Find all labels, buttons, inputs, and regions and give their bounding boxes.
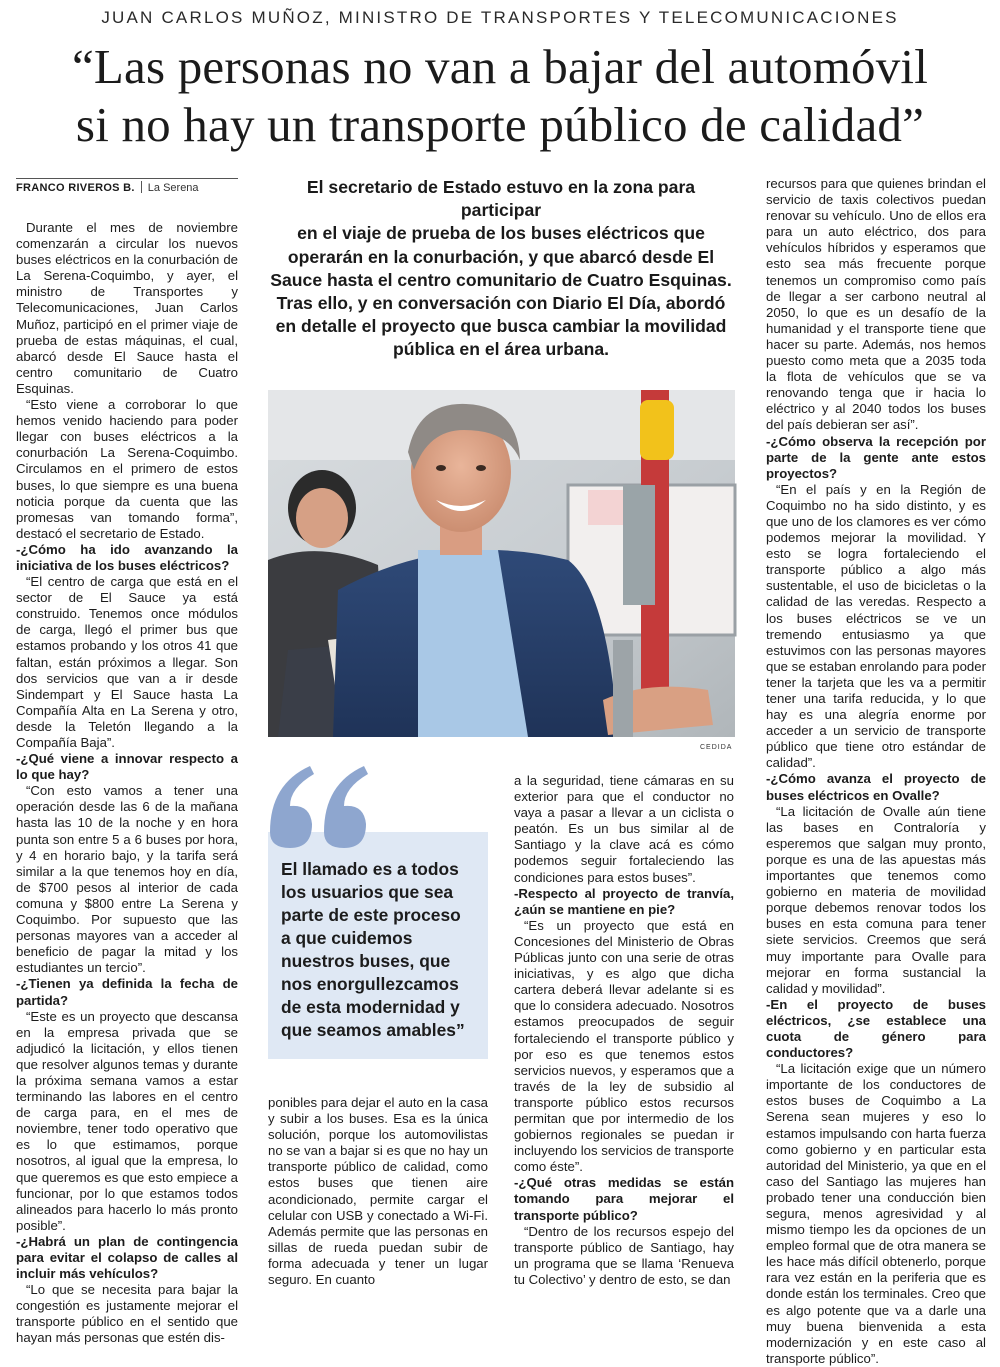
interview-question: -¿Qué otras medidas se están tomando para mejorar el transporte público? <box>514 1175 734 1223</box>
pullquote-line: nos enorgullezcamos <box>281 974 459 994</box>
pullquote-line: a que cuidemos <box>281 928 413 948</box>
pullquote-line: los usuarios que sea <box>281 882 454 902</box>
interview-question: -En el proyecto de buses eléctricos, ¿se establece una cuota de género para conductores? <box>766 996 986 1061</box>
body-paragraph: a la seguridad, tiene cámaras en su exterior para que el conductor no vaya a pasar a llevar a un ciclista o peatón. Es un bus similar al de Santiago y la clave acá es cómo podemos seguir fortaleciendo las condiciones para estos buses”. <box>514 773 734 885</box>
headline-line-2: si no hay un transporte público de calidad” <box>75 97 925 152</box>
body-paragraph: “Esto viene a corroborar lo que hemos venido haciendo para poder llegar con buses eléctricos a la conurbación La Serena-Coquimbo. Circulamos en el primero de estos buses, lo que siempre es una buena noticia porque da cuenta que las promesas van tomando forma”, destacó el secretario de Estado. <box>16 397 238 541</box>
article-column-1 <box>16 220 238 1347</box>
interview-question: -¿Cómo observa la recepción por parte de la gente ante estos proyectos? <box>766 433 986 481</box>
lead-line: pública en el área urbana. <box>392 339 610 360</box>
headline-line-1: “Las personas no van a bajar del automóvil <box>71 39 929 94</box>
byline-author: FRANCO RIVEROS B. <box>16 182 135 194</box>
body-paragraph: recursos para que quienes brindan el servicio de taxis colectivos puedan renovar su vehículo. Uno de ellos era para un auto eléctrico, dos para vehículos híbridos y esperamos que esto sea más frecuente porque tenemos un compromiso como país de llegar a ser carbono neutral al 2050, lo que es un desafío de la humanidad y el transporte tiene que hacer su parte. Además, nos hemos puesto como meta que a 2035 toda la flota de vehículos que se va renovando tenga que ir hacia lo eléctrico y al 2040 todos los buses del país debieran ser así”. <box>766 176 986 433</box>
interview-question: -Respecto al proyecto de tranvía, ¿aún se mantiene en pie? <box>514 885 734 917</box>
lead-paragraph <box>268 176 734 362</box>
lead-line: El secretario de Estado estuvo en la zona para participar <box>306 177 696 221</box>
interview-question: -¿Cómo ha ido avanzando la iniciativa de los buses eléctricos? <box>16 541 238 573</box>
body-paragraph: “En el país y en la Región de Coquimbo no ha sido distinto, y es que uno de los clamores es ver cómo podemos mejorar la movilidad. Y esto se logra fortaleciendo el transporte público a algo más sustentable, el uso de bicicletas o la calidad de las veredas. Respecto a los buses eléctricos se ve un tremendo entusiasmo ya que estuvimos con las personas mayores que se estaban enrolando para poder tener la tarjeta que les va a permitir tener una tarifa reducida, y lo que hay es una alegría enorme por acceder a un servicio de transporte público que tiene otro estándar de calidad”. <box>766 481 986 771</box>
pullquote <box>281 858 481 1042</box>
bus-interior-photo <box>268 390 735 737</box>
body-paragraph: ponibles para dejar el auto en la casa y subir a los buses. Esa es la única solución, porque los automovilistas no se van a bajar si es que no hay un transporte público de calidad, como estos buses que tienen aire acondicionado, permite cargar el celular con USB y conectado a Wi-Fi. Además permite que las personas en sillas de rueda puedan subir de forma adecuada y tener un lugar seguro. En cuanto <box>268 1095 488 1288</box>
kicker: JUAN CARLOS MUÑOZ, MINISTRO DE TRANSPORTES Y TELECOMUNICACIONES <box>101 8 899 27</box>
lead-line: Sauce hasta el centro comunitario de Cuatro Esquinas. <box>270 269 732 290</box>
lead-line: en detalle el proyecto que busca cambiar la movilidad <box>275 316 727 337</box>
interview-question: -¿Cómo avanza el proyecto de buses eléctricos en Ovalle? <box>766 771 986 803</box>
lead-line: operarán en la conurbación, y que abarcó desde El <box>287 246 715 267</box>
article-column-3 <box>514 773 734 1288</box>
interview-question: -¿Qué viene a innovar respecto a lo que hay? <box>16 751 238 783</box>
interview-question: -¿Habrá un plan de contingencia para evitar el colapso de calles al incluir más vehículos? <box>16 1233 238 1282</box>
pullquote-line: de esta modernidad y <box>281 997 460 1017</box>
photo-credit: CEDIDA <box>700 744 733 751</box>
pullquote-line: nuestros buses, que <box>281 951 451 971</box>
body-paragraph: “El centro de carga que está en el sector de El Sauce ya está construido. Tenemos once módulos de carga, llegó el primer bus que estamos probando y los otros 41 que faltan, están próximos a llegar. Son dos servicios que van a ir desde Sindempart y El Sauce hasta La Compañía Alta en La Serena y otro, desde la Teletón llegando a la Compañía Baja”. <box>16 574 238 750</box>
lead-line: Tras ello, y en conversación con Diario El Día, abordó <box>276 293 726 314</box>
headline <box>0 38 1000 154</box>
byline <box>16 178 238 198</box>
body-paragraph: “Con esto vamos a tener una operación desde las 6 de la mañana hasta las 10 de la noche y en hora punta son entre 5 a 6 buses por hora, y 4 en horario bajo, y la tarifa será similar a la que tenemos hoy en día, de $700 pesos al interior de cada comuna y $800 entre La Serena y Coquimbo. Por supuesto que las personas mayores van a acceder al beneficio de pagar la mitad y los estudiantes un tercio”. <box>16 783 238 976</box>
byline-location: La Serena <box>147 182 199 194</box>
lead-line: en el viaje de prueba de los buses eléctricos que <box>297 223 705 244</box>
article-column-4 <box>766 176 986 1367</box>
byline-divider <box>141 181 142 193</box>
pullquote-line: El llamado es a todos <box>281 859 459 879</box>
body-paragraph: “Dentro de los recursos espejo del transporte público de Santiago, hay un programa que se llama ‘Renueva tu Colectivo’ y dentro de esto, se dan <box>514 1223 734 1287</box>
article-column-2 <box>268 1095 488 1288</box>
body-paragraph: Durante el mes de noviembre comenzarán a circular los nuevos buses eléctricos en la conurbación de La Serena-Coquimbo, y ayer, el ministro de Transportes y Telecomunicaciones, Juan Carlos Muñoz, participó en el primer viaje de prueba de estas máquinas, el cual, abarcó desde El Sauce hasta el centro comunitario de Cuatro Esquinas. <box>16 220 238 396</box>
body-paragraph: “La licitación exige que un número importante de los conductores de estos buses de Coquimbo a La Serena sean mujeres y eso lo estamos impulsando con harta fuerza como gobierno y en particular esta autoridad del Ministerio, ya que en el caso del Santiago las mujeres han probado tener una conducción bien segura, menos agresividad y al mismo tiempo les da opciones de un empleo formal que de otra manera se les hace más difícil obtenerlo, porque rara vez están en la periferia que es donde están los terminales. Creo que es algo potente que va a darle una muy buena bienvenida a esta modernización y en este caso al transporte público”. <box>766 1061 986 1366</box>
pullquote-line: parte de este proceso <box>281 905 461 925</box>
interview-question: -¿Tienen ya definida la fecha de partida? <box>16 976 238 1008</box>
quotation-mark-icon <box>262 744 382 864</box>
body-paragraph: “Lo que se necesita para bajar la congestión es justamente mejorar el transporte público en el sentido que hayan más personas que estén dis- <box>16 1282 238 1346</box>
body-paragraph: “Es un proyecto que está en Concesiones del Ministerio de Obras Públicas junto con una serie de otras iniciativas, y es algo que dicha cartera deberá llevar adelante si es que lo considera adecuado. Nosotros estamos preocupados de seguir fortaleciendo el transporte público y por eso es que tenemos estos servicios nuevos, y esperamos que a través de la ley de subsidio al transporte público estos recursos permitan que por intermedio de los gobiernos regionales se puedan ir incluyendo los servicios de transporte como éste”. <box>514 917 734 1175</box>
pullquote-line: que seamos amables” <box>281 1020 465 1040</box>
body-paragraph: “Este es un proyecto que descansa en la empresa privada que se adjudicó la licitación, y ellos tienen que resolver algunos temas y durante la próxima semana vamos a estar terminando las labores en el centro de carga para, en el mes de noviembre, tener todo operativo que es lo que estimamos, porque nosotros, al igual que la empresa, lo que queremos es que esto empiece a funcionar, por lo que estamos todos alineados para hacerlo lo más pronto posible”. <box>16 1008 238 1233</box>
body-paragraph: “La licitación de Ovalle aún tiene las bases en Contraloría y esperemos que salgan muy pronto, porque es una de las apuestas más importantes que tenemos como gobierno en materia de movilidad porque debemos renovar todos los buses en esta comuna para tener siete servicios. Creemos que será muy importante para Ovalle para mejorar en forma sustancial la calidad y movilidad”. <box>766 803 986 996</box>
minister-photo <box>268 390 735 737</box>
